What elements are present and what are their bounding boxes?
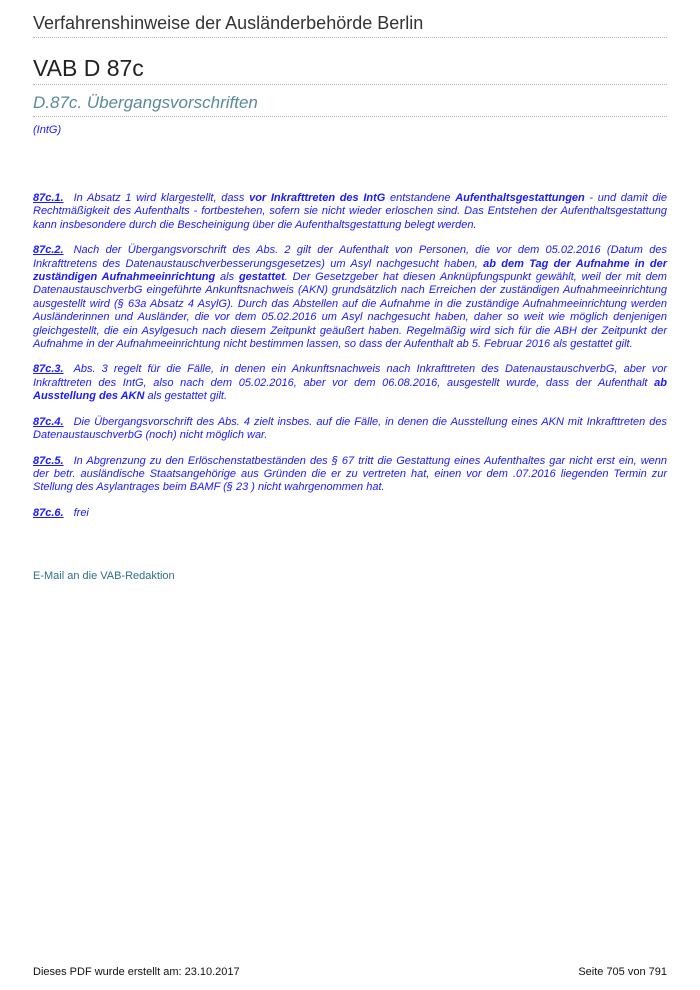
text-segment: als gestattet gilt. xyxy=(144,390,227,403)
paragraph-number-link[interactable]: 87c.5. xyxy=(33,454,64,467)
paragraph-number-link[interactable]: 87c.2. xyxy=(33,244,64,257)
footer-created-date: Dieses PDF wurde erstellt am: 23.10.2017 xyxy=(33,966,240,978)
text-segment: Die Übergangsvorschrift des Abs. 4 zielt insbes. auf die Fälle, in denen die Ausstellung eines AKN mit Inkrafttreten des DatenaustauschverbG (noch) nicht möglich war. xyxy=(33,415,667,442)
text-segment: In Abgrenzung zu den Erlöschenstatbeständen des § 67 tritt die Gestattung eines Aufenthaltes gar nicht erst ein, wenn der betr. ausländische Staatsangehörige aus Gründen die er zu vertreten hat, einen vor dem .07.2016 liegenden Termin zur Stellung des Asylantrages beim BAMF (§ 23 ) nicht wahrgenommen hat. xyxy=(33,454,667,494)
text-segment: Abs. 3 regelt für die Fälle, in denen ein Ankunftsnachweis nach Inkrafttreten des DatenaustauschverbG, aber vor Inkrafttreten des IntG, also nach dem 05.02.2016, aber vor dem 06.08.2016, ausgestellt wurde, dass der Aufenthalt xyxy=(33,363,667,389)
paragraph-number-link[interactable]: 87c.4. xyxy=(33,415,64,428)
text-segment: frei xyxy=(73,506,89,519)
paragraph-87c-4 xyxy=(33,416,667,443)
paragraph-87c-6 xyxy=(33,507,667,520)
paragraph-87c-5 xyxy=(33,455,667,495)
bold-text: Aufenthaltsgestattungen xyxy=(455,192,585,204)
bold-text: ab Ausstellung des AKN xyxy=(33,376,667,403)
vab-number-heading: VAB D 87c xyxy=(33,54,667,85)
document-page xyxy=(33,0,667,990)
footer-page-number: Seite 705 von 791 xyxy=(578,966,667,978)
text-segment: . Der Gesetzgeber hat diesen Anknüpfungspunkt gewählt, weil der mit dem DatenaustauschverbG eingeführte Ankunftsnachweis (AKN) grundsätzlich nach Erreichen der zuständigen Aufnahmeeinrichtung ausgestellt wird (§ 63a Absatz 4 AsylG). Durch das Abstellen auf die Aufnahme in die zuständige Aufnahmeeinrichtung werden Ausländerinnen und Ausländer, die vor dem 05.02.2016 um Asyl nachgesucht haben, daher so weit wie möglich denjenigen gleichgestellt, die ein Asylgesuch nach diesem Zeitpunkt geäußert haben. Regelmäßig wird sich für die ABH der Zeitpunkt der Aufnahme in der Aufnahmeeinrichtung nicht bestimmen lassen, so dass der Aufenthalt ab 5. Februar 2016 als gestattet gilt. xyxy=(33,271,667,351)
document-title: Verfahrenshinweise der Ausländerbehörde Berlin xyxy=(33,12,667,38)
paragraph-87c-3 xyxy=(33,363,667,403)
paragraph-87c-1 xyxy=(33,192,667,232)
paragraph-list xyxy=(33,192,667,532)
email-editorial-link[interactable]: E-Mail an die VAB-Redaktion xyxy=(33,570,175,582)
text-segment: In Absatz 1 wird klargestellt, dass xyxy=(73,192,250,204)
bold-text: vor Inkrafttreten des IntG xyxy=(249,192,386,204)
text-segment: entstandene xyxy=(385,192,456,204)
law-reference: (IntG) xyxy=(33,124,62,136)
paragraph-number-link[interactable]: 87c.1. xyxy=(33,192,64,204)
paragraph-87c-2 xyxy=(33,244,667,351)
bold-text: ab dem Tag der Aufnahme in der zuständigen Aufnahmeeinrichtung xyxy=(33,257,667,284)
text-segment: - und damit die Rechtmäßigkeit des Aufenthalts - fortbestehen, sofern sie nicht wieder erloschen sind. Das Entstehen der Aufenthaltsgestattung kann insbesondere durch die Bescheinigung über die Aufenthaltsgestattung belegt werden. xyxy=(33,192,667,231)
text-segment: Nach der Übergangsvorschrift des Abs. 2 gilt der Aufenthalt von Personen, die vor dem 05.02.2016 (Datum des Inkrafttretens des Datenaustauschverbesserungsgesetzes) um Asyl nachgesucht haben, xyxy=(33,244,667,270)
text-segment: als xyxy=(215,271,239,284)
section-heading: D.87c. Übergangsvorschriften xyxy=(33,92,667,117)
paragraph-number-link[interactable]: 87c.3. xyxy=(33,363,64,376)
paragraph-number-link[interactable]: 87c.6. xyxy=(33,506,64,519)
bold-text: gestattet xyxy=(238,271,285,284)
